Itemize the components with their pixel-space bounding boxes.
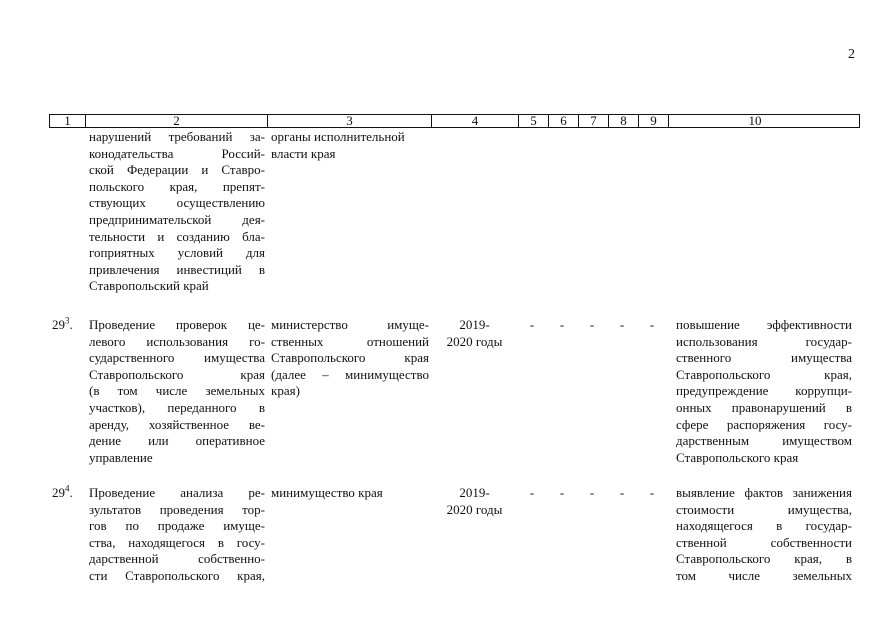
text-line: аренду, хозяйственное ве- (89, 416, 265, 432)
text-line: (в том числе земельных (89, 383, 265, 399)
text-line: Ставропольский край (89, 278, 209, 294)
text-line: ской Федерации и Ставро- (89, 162, 265, 178)
text-line: органы исполнительной (271, 129, 405, 144)
dash: - (619, 317, 625, 332)
row-1-executor (271, 317, 429, 400)
text-line: привлечения инвестиций в (89, 261, 265, 277)
text-line: 2020 годы (446, 333, 503, 349)
text-line: конодательства Россий- (89, 145, 265, 161)
text-line: Ставропольского края, (676, 366, 852, 382)
text-line: Проведение анализа ре- (89, 485, 265, 500)
dash: - (589, 485, 595, 500)
row-number: $29^4$. (52, 483, 73, 500)
row-2-result (676, 485, 852, 585)
header-col-7: 7 (579, 115, 609, 127)
page-number: 2 (848, 47, 855, 62)
row-2-funding-dashes (517, 485, 667, 502)
row-1-funding-dashes (517, 317, 667, 334)
text-line: Ставропольского края, в (676, 551, 852, 567)
header-col-2: 2 (86, 115, 268, 127)
text-line: использования государ- (676, 333, 852, 349)
row-1-result (676, 317, 852, 466)
text-line: ственной собственности (676, 534, 852, 550)
text-line: Ставропольского края (89, 366, 265, 382)
text-line: ствующих осуществлению (89, 195, 265, 211)
dash: - (589, 317, 595, 332)
text-line: ственного имущества (676, 350, 852, 366)
header-col-9: 9 (639, 115, 669, 127)
text-line: сти Ставропольского края, (89, 567, 265, 583)
text-line: зультатов проведения тор- (89, 501, 265, 517)
text-line: Ставропольского края (676, 449, 799, 465)
text-line: (далее – минимущество (271, 366, 429, 382)
text-line: минимущество края (271, 485, 383, 500)
text-line: предупреждение коррупци- (676, 383, 852, 399)
text-line: дение или оперативное (89, 433, 265, 449)
text-line: 2019- (459, 485, 490, 500)
text-line: находящегося в государ- (676, 518, 852, 534)
text-line: 2019- (459, 317, 490, 332)
text-line: управление (89, 449, 153, 465)
text-line: левого использования го- (89, 333, 265, 349)
dash: - (559, 317, 565, 332)
row-1-description (89, 317, 265, 466)
text-line: дарственным имуществом (676, 433, 852, 449)
continuation-col2 (89, 129, 265, 295)
row-2-period (432, 485, 517, 518)
text-line: тельности и созданию бла- (89, 228, 265, 244)
dash: - (529, 485, 535, 500)
dash: - (649, 317, 655, 332)
text-line: ственных отношений (271, 333, 429, 349)
text-line: власти края (271, 145, 336, 161)
continuation-col3 (271, 129, 429, 162)
text-line: гоприятных условий для (89, 245, 265, 261)
text-line: сударственного имущества (89, 350, 265, 366)
dash: - (529, 317, 535, 332)
text-line: ства, находящегося в госу- (89, 534, 265, 550)
text-line: выявление фактов занижения (676, 485, 852, 500)
text-line: повышение эффективности (676, 317, 852, 332)
header-col-3: 3 (268, 115, 432, 127)
dash: - (619, 485, 625, 500)
text-line: участков), переданного в (89, 399, 265, 415)
text-line: края) (271, 383, 300, 399)
text-line: Ставропольского края (271, 350, 429, 366)
text-line: том числе земельных (676, 567, 852, 583)
text-line: гов по продаже имуще- (89, 518, 265, 534)
header-col-6: 6 (549, 115, 579, 127)
dash: - (559, 485, 565, 500)
text-line: дарственной собственно- (89, 551, 265, 567)
row-2-executor (271, 485, 429, 502)
header-col-5: 5 (519, 115, 549, 127)
text-line: предпринимательской дея- (89, 211, 265, 227)
row-2-description (89, 485, 265, 585)
text-line: польского края, препят- (89, 178, 265, 194)
text-line: министерство имуще- (271, 317, 429, 332)
header-col-8: 8 (609, 115, 639, 127)
dash: - (649, 485, 655, 500)
header-col-10: 10 (748, 113, 762, 128)
text-line: стоимости имущества, (676, 501, 852, 517)
table-header (49, 114, 860, 128)
text-line: нарушений требований за- (89, 129, 265, 144)
text-line: 2020 годы (446, 501, 503, 517)
text-line: сфере распоряжения госу- (676, 416, 852, 432)
text-line: Проведение проверок це- (89, 317, 265, 332)
header-col-1: 1 (50, 115, 86, 127)
row-1-period (432, 317, 517, 350)
header-col-4: 4 (432, 115, 519, 127)
row-number: $29^3$. (52, 315, 73, 332)
text-line: онных правонарушений в (676, 399, 852, 415)
